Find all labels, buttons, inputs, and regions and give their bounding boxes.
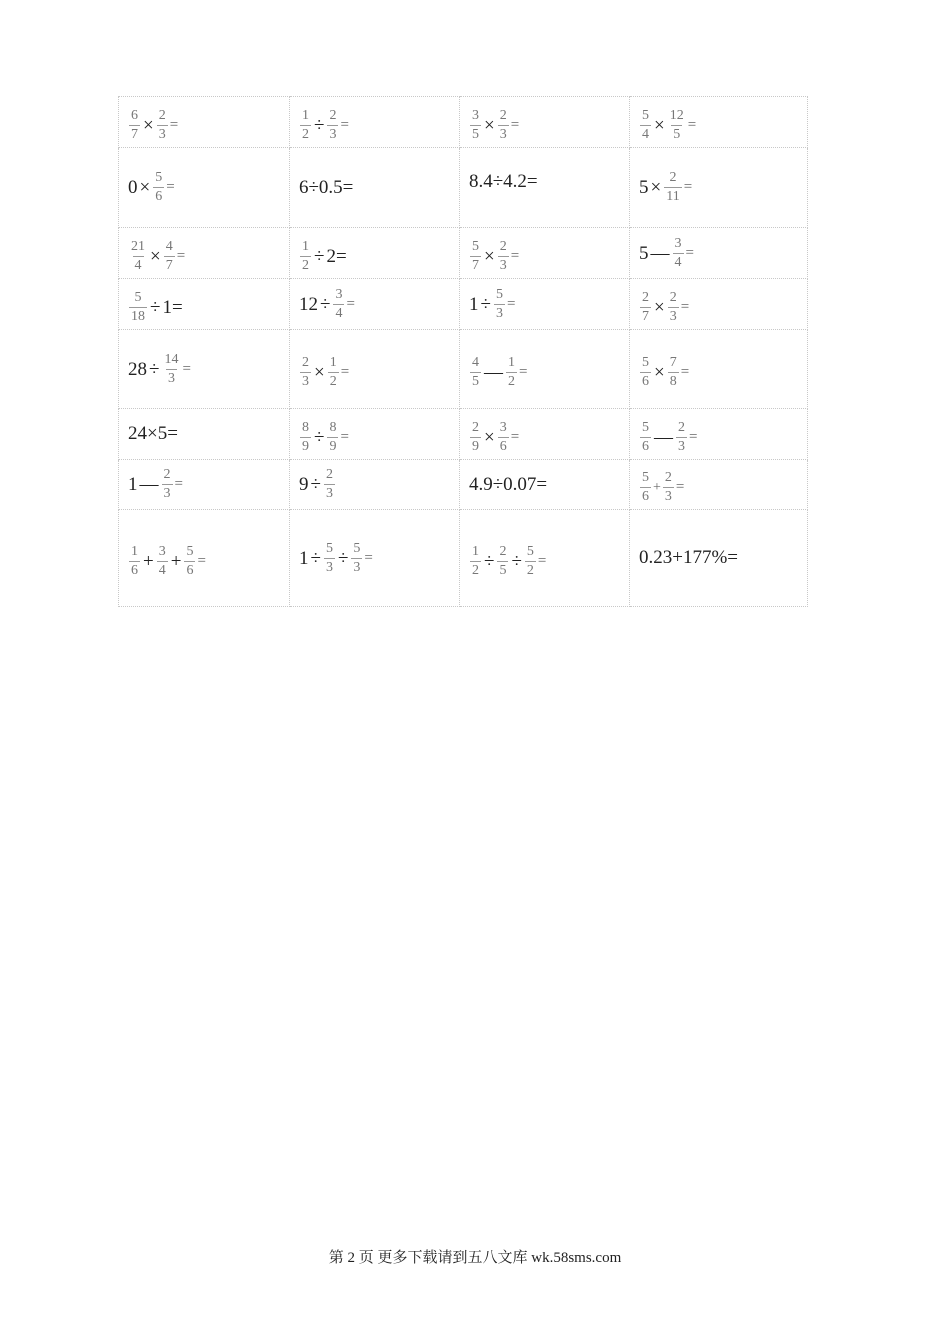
equals-sign: = bbox=[166, 179, 175, 195]
equals-sign: = bbox=[197, 552, 206, 569]
exercise-cell bbox=[460, 460, 630, 510]
exercise-cell bbox=[290, 97, 460, 148]
numerator: 2 bbox=[472, 419, 479, 435]
exercise-cell bbox=[630, 460, 808, 510]
numerator: 14 bbox=[164, 351, 179, 367]
expression bbox=[469, 356, 527, 389]
fraction bbox=[498, 109, 509, 142]
denominator: 3 bbox=[302, 373, 309, 389]
numerator: 5 bbox=[325, 540, 333, 556]
numerator: 2 bbox=[329, 107, 337, 123]
worksheet-row bbox=[119, 510, 808, 607]
denominator: 6 bbox=[499, 438, 507, 454]
expression bbox=[299, 178, 353, 197]
fraction bbox=[668, 109, 686, 142]
exercise-cell bbox=[630, 510, 808, 607]
expression-text: 0.23+177%= bbox=[639, 547, 739, 568]
exercise-cell bbox=[290, 279, 460, 330]
numerator: 5 bbox=[134, 289, 142, 305]
exercise-cell bbox=[290, 148, 460, 228]
fraction bbox=[164, 240, 175, 273]
arithmetic-worksheet-table bbox=[118, 96, 808, 607]
expression bbox=[128, 468, 183, 501]
denominator: 7 bbox=[472, 257, 479, 273]
numerator: 5 bbox=[642, 107, 649, 123]
denominator: 4 bbox=[674, 254, 682, 270]
denominator: 3 bbox=[167, 370, 175, 386]
equals-sign: = bbox=[176, 247, 186, 264]
expression bbox=[299, 468, 336, 501]
numerator: 3 bbox=[499, 419, 507, 435]
numerator: 1 bbox=[302, 238, 309, 254]
expression-text: 0 bbox=[128, 177, 138, 198]
exercise-cell bbox=[290, 460, 460, 510]
equals-sign: = bbox=[680, 298, 690, 315]
numerator: 2 bbox=[302, 354, 309, 370]
denominator: 11 bbox=[666, 189, 680, 204]
denominator: 9 bbox=[302, 438, 309, 454]
fraction bbox=[497, 545, 508, 578]
expression bbox=[128, 353, 191, 386]
fraction bbox=[664, 171, 681, 204]
fraction bbox=[506, 356, 517, 389]
expression bbox=[299, 240, 347, 273]
fraction bbox=[470, 240, 481, 273]
denominator: 2 bbox=[508, 373, 515, 389]
numerator: 8 bbox=[329, 419, 337, 435]
numerator: 4 bbox=[165, 238, 173, 254]
expression bbox=[639, 356, 689, 389]
operator: — bbox=[139, 474, 159, 495]
equals-sign: = bbox=[510, 428, 520, 445]
fraction bbox=[162, 353, 180, 386]
denominator: 6 bbox=[155, 189, 163, 204]
fraction bbox=[640, 471, 651, 504]
fraction bbox=[640, 356, 651, 389]
equals-sign: = bbox=[683, 179, 693, 195]
equals-sign: = bbox=[346, 295, 355, 312]
numerator: 2 bbox=[499, 107, 507, 123]
numerator: 5 bbox=[155, 170, 163, 185]
numerator: 6 bbox=[131, 107, 138, 123]
numerator: 3 bbox=[335, 286, 343, 302]
expression bbox=[469, 240, 519, 273]
worksheet-row bbox=[119, 279, 808, 330]
denominator: 2 bbox=[472, 562, 479, 578]
expression bbox=[469, 109, 519, 142]
operator: × bbox=[650, 177, 662, 198]
numerator: 5 bbox=[642, 354, 649, 370]
worksheet-body bbox=[119, 97, 808, 607]
exercise-cell bbox=[630, 97, 808, 148]
fraction bbox=[663, 471, 674, 504]
numerator: 2 bbox=[499, 238, 507, 254]
exercise-cell bbox=[119, 409, 290, 460]
worksheet-row bbox=[119, 148, 808, 228]
operator: — bbox=[650, 242, 670, 264]
expression bbox=[128, 109, 178, 142]
exercise-cell bbox=[119, 279, 290, 330]
equals-sign: = bbox=[519, 363, 528, 380]
fraction bbox=[470, 421, 481, 454]
numerator: 21 bbox=[131, 238, 145, 254]
denominator: 3 bbox=[495, 305, 503, 321]
numerator: 5 bbox=[353, 540, 361, 556]
denominator: 3 bbox=[499, 257, 507, 273]
expression bbox=[469, 475, 547, 494]
equals-sign: = bbox=[506, 295, 516, 312]
denominator: 6 bbox=[642, 438, 649, 454]
equals-sign: = bbox=[537, 552, 547, 569]
operator: × bbox=[654, 114, 665, 136]
denominator: 9 bbox=[472, 438, 479, 454]
expression bbox=[128, 240, 185, 273]
expression-text: 1= bbox=[162, 296, 183, 318]
fraction bbox=[129, 545, 140, 578]
denominator: 4 bbox=[335, 305, 343, 321]
equals-sign: = bbox=[174, 476, 183, 492]
expression-text: 28 bbox=[128, 358, 147, 380]
fraction bbox=[300, 240, 311, 273]
expression bbox=[299, 356, 349, 389]
denominator: 3 bbox=[664, 489, 672, 504]
fraction bbox=[640, 421, 651, 454]
denominator: 2 bbox=[526, 562, 534, 578]
equals-sign: = bbox=[340, 428, 349, 445]
operator: ÷ bbox=[484, 550, 495, 572]
denominator: 6 bbox=[642, 373, 649, 389]
worksheet-row bbox=[119, 409, 808, 460]
expression-text: 1 bbox=[469, 293, 479, 315]
expression-text: 6÷0.5= bbox=[299, 176, 354, 198]
expression bbox=[299, 542, 373, 575]
expression-text: 12 bbox=[299, 293, 318, 315]
operator: × bbox=[314, 361, 325, 383]
exercise-cell bbox=[119, 330, 290, 409]
denominator: 6 bbox=[131, 562, 138, 578]
expression bbox=[128, 291, 183, 324]
numerator: 7 bbox=[669, 354, 677, 370]
denominator: 3 bbox=[353, 559, 361, 575]
numerator: 5 bbox=[526, 543, 534, 559]
denominator: 6 bbox=[642, 489, 649, 504]
fraction bbox=[470, 356, 481, 389]
denominator: 3 bbox=[669, 308, 677, 324]
exercise-cell bbox=[460, 97, 630, 148]
denominator: 4 bbox=[134, 257, 142, 273]
equals-sign: = bbox=[510, 116, 520, 133]
denominator: 7 bbox=[642, 308, 649, 324]
denominator: 3 bbox=[678, 438, 685, 454]
exercise-cell bbox=[290, 510, 460, 607]
denominator: 5 bbox=[673, 126, 681, 142]
numerator: 5 bbox=[642, 470, 649, 485]
equals-sign: = bbox=[680, 363, 690, 380]
denominator: 6 bbox=[186, 562, 194, 578]
fraction bbox=[525, 545, 536, 578]
expression-text: 5 bbox=[639, 242, 649, 264]
denominator: 3 bbox=[158, 126, 166, 142]
exercise-cell bbox=[630, 148, 808, 228]
denominator: 5 bbox=[472, 126, 479, 142]
equals-sign: = bbox=[675, 479, 685, 495]
numerator: 5 bbox=[186, 543, 194, 559]
numerator: 1 bbox=[472, 543, 479, 559]
denominator: 18 bbox=[131, 308, 145, 324]
operator: × bbox=[484, 426, 495, 448]
exercise-cell bbox=[460, 409, 630, 460]
numerator: 12 bbox=[669, 107, 684, 123]
exercise-cell bbox=[630, 330, 808, 409]
numerator: 5 bbox=[642, 419, 649, 435]
expression bbox=[299, 288, 355, 321]
fraction bbox=[470, 545, 481, 578]
denominator: 3 bbox=[325, 559, 333, 575]
denominator: 2 bbox=[302, 126, 309, 142]
fraction bbox=[324, 542, 335, 575]
numerator: 2 bbox=[499, 543, 507, 559]
operator: — bbox=[484, 361, 503, 383]
denominator: 7 bbox=[131, 126, 138, 142]
fraction bbox=[351, 542, 362, 575]
numerator: 2 bbox=[669, 289, 677, 305]
operator: × bbox=[139, 177, 151, 198]
denominator: 8 bbox=[669, 373, 677, 389]
numerator: 3 bbox=[158, 543, 166, 559]
numerator: 4 bbox=[472, 354, 479, 370]
fraction bbox=[300, 109, 311, 142]
denominator: 5 bbox=[472, 373, 479, 389]
numerator: 2 bbox=[642, 289, 649, 305]
numerator: 1 bbox=[329, 354, 337, 370]
exercise-cell bbox=[119, 97, 290, 148]
fraction bbox=[333, 288, 344, 321]
numerator: 2 bbox=[664, 470, 672, 485]
equals-sign: = bbox=[685, 244, 694, 261]
expression bbox=[469, 545, 546, 578]
operator: + bbox=[170, 550, 182, 572]
expression bbox=[639, 421, 697, 454]
exercise-cell bbox=[460, 228, 630, 279]
denominator: 5 bbox=[499, 562, 507, 578]
operator: ÷ bbox=[337, 547, 349, 569]
exercise-cell bbox=[460, 279, 630, 330]
fraction bbox=[157, 545, 168, 578]
expression bbox=[639, 237, 694, 270]
expression-text: 5 bbox=[639, 177, 649, 198]
numerator: 3 bbox=[472, 107, 479, 123]
numerator: 3 bbox=[674, 235, 682, 251]
expression bbox=[299, 109, 349, 142]
denominator: 9 bbox=[329, 438, 337, 454]
equals-sign: = bbox=[689, 428, 698, 445]
denominator: 3 bbox=[499, 126, 507, 142]
equals-sign: = bbox=[364, 549, 373, 566]
expression-text: 9 bbox=[299, 474, 309, 495]
operator: ÷ bbox=[310, 547, 321, 569]
equals-sign: = bbox=[687, 116, 697, 133]
operator: ÷ bbox=[310, 474, 321, 495]
numerator: 5 bbox=[472, 238, 479, 254]
operator: ÷ bbox=[314, 114, 325, 136]
operator: + bbox=[653, 479, 661, 495]
worksheet-row bbox=[119, 228, 808, 279]
expression bbox=[639, 548, 738, 567]
exercise-cell bbox=[290, 409, 460, 460]
denominator: 2 bbox=[302, 257, 309, 273]
operator: ÷ bbox=[150, 296, 161, 318]
expression-text: 1 bbox=[128, 474, 138, 495]
worksheet-row bbox=[119, 97, 808, 148]
fraction bbox=[327, 421, 338, 454]
fraction bbox=[300, 421, 311, 454]
exercise-cell bbox=[630, 279, 808, 330]
expression-text: 24×5= bbox=[128, 423, 178, 444]
numerator: 1 bbox=[302, 107, 309, 123]
fraction bbox=[668, 291, 679, 324]
fraction bbox=[676, 421, 687, 454]
exercise-cell bbox=[460, 510, 630, 607]
denominator: 2 bbox=[329, 373, 337, 389]
fraction bbox=[640, 291, 651, 324]
operator: + bbox=[143, 550, 154, 572]
expression bbox=[469, 421, 519, 454]
expression bbox=[299, 421, 349, 454]
numerator: 2 bbox=[163, 467, 171, 482]
exercise-cell bbox=[119, 460, 290, 510]
fraction bbox=[470, 109, 481, 142]
operator: ÷ bbox=[314, 426, 325, 448]
fraction bbox=[498, 421, 509, 454]
equals-sign: = bbox=[340, 116, 349, 133]
fraction bbox=[162, 468, 173, 501]
fraction bbox=[673, 237, 684, 270]
expression-text: 4.9÷0.07= bbox=[469, 473, 548, 495]
expression bbox=[469, 170, 538, 197]
operator: × bbox=[484, 114, 495, 136]
exercise-cell bbox=[460, 330, 630, 409]
fraction bbox=[498, 240, 509, 273]
operator: × bbox=[654, 296, 665, 318]
exercise-cell bbox=[630, 409, 808, 460]
numerator: 8 bbox=[302, 419, 309, 435]
numerator: 2 bbox=[325, 467, 333, 482]
expression bbox=[639, 291, 689, 324]
exercise-cell bbox=[460, 148, 630, 228]
fraction bbox=[494, 288, 505, 321]
operator: × bbox=[143, 114, 154, 136]
operator: × bbox=[150, 245, 161, 267]
expression bbox=[128, 171, 175, 204]
fraction bbox=[157, 109, 168, 142]
expression bbox=[639, 471, 684, 504]
operator: ÷ bbox=[511, 550, 522, 572]
fraction bbox=[327, 109, 338, 142]
fraction bbox=[668, 356, 679, 389]
expression bbox=[128, 545, 206, 578]
operator: ÷ bbox=[480, 293, 491, 315]
expression bbox=[639, 171, 692, 204]
denominator: 3 bbox=[325, 486, 333, 501]
operator: ÷ bbox=[314, 245, 325, 267]
exercise-cell bbox=[119, 148, 290, 228]
denominator: 3 bbox=[163, 486, 171, 501]
fraction bbox=[328, 356, 339, 389]
expression bbox=[469, 288, 515, 321]
equals-sign: = bbox=[510, 247, 520, 264]
denominator: 4 bbox=[158, 562, 166, 578]
numerator: 2 bbox=[669, 170, 677, 185]
exercise-cell bbox=[290, 228, 460, 279]
equals-sign: = bbox=[182, 360, 191, 377]
operator: × bbox=[654, 361, 665, 383]
expression bbox=[639, 109, 696, 142]
worksheet-row bbox=[119, 330, 808, 409]
numerator: 2 bbox=[678, 419, 685, 435]
worksheet-row bbox=[119, 460, 808, 510]
numerator: 2 bbox=[158, 107, 166, 123]
fraction bbox=[129, 291, 147, 324]
denominator: 3 bbox=[329, 126, 337, 142]
numerator: 5 bbox=[495, 286, 503, 302]
equals-sign: = bbox=[169, 116, 179, 133]
denominator: 4 bbox=[642, 126, 649, 142]
expression-text: 8.4÷4.2= bbox=[469, 170, 538, 192]
fraction bbox=[640, 109, 651, 142]
numerator: 1 bbox=[508, 354, 515, 370]
exercise-cell bbox=[119, 510, 290, 607]
equals-sign: = bbox=[340, 363, 350, 380]
denominator: 7 bbox=[165, 257, 173, 273]
exercise-cell bbox=[119, 228, 290, 279]
fraction bbox=[184, 545, 195, 578]
fraction bbox=[129, 240, 147, 273]
fraction bbox=[153, 171, 164, 204]
operator: ÷ bbox=[320, 293, 331, 315]
fraction bbox=[300, 356, 311, 389]
expression-text: 1 bbox=[299, 547, 309, 569]
operator: — bbox=[654, 426, 673, 448]
exercise-cell bbox=[630, 228, 808, 279]
exercise-cell bbox=[290, 330, 460, 409]
fraction bbox=[324, 468, 335, 501]
numerator: 1 bbox=[131, 543, 138, 559]
expression-text: 2= bbox=[326, 245, 347, 267]
operator: × bbox=[484, 245, 495, 267]
fraction bbox=[129, 109, 140, 142]
expression bbox=[128, 424, 178, 443]
operator: ÷ bbox=[149, 358, 160, 380]
page-footer: 第 2 页 更多下载请到五八文库 wk.58sms.com bbox=[328, 1250, 622, 1266]
